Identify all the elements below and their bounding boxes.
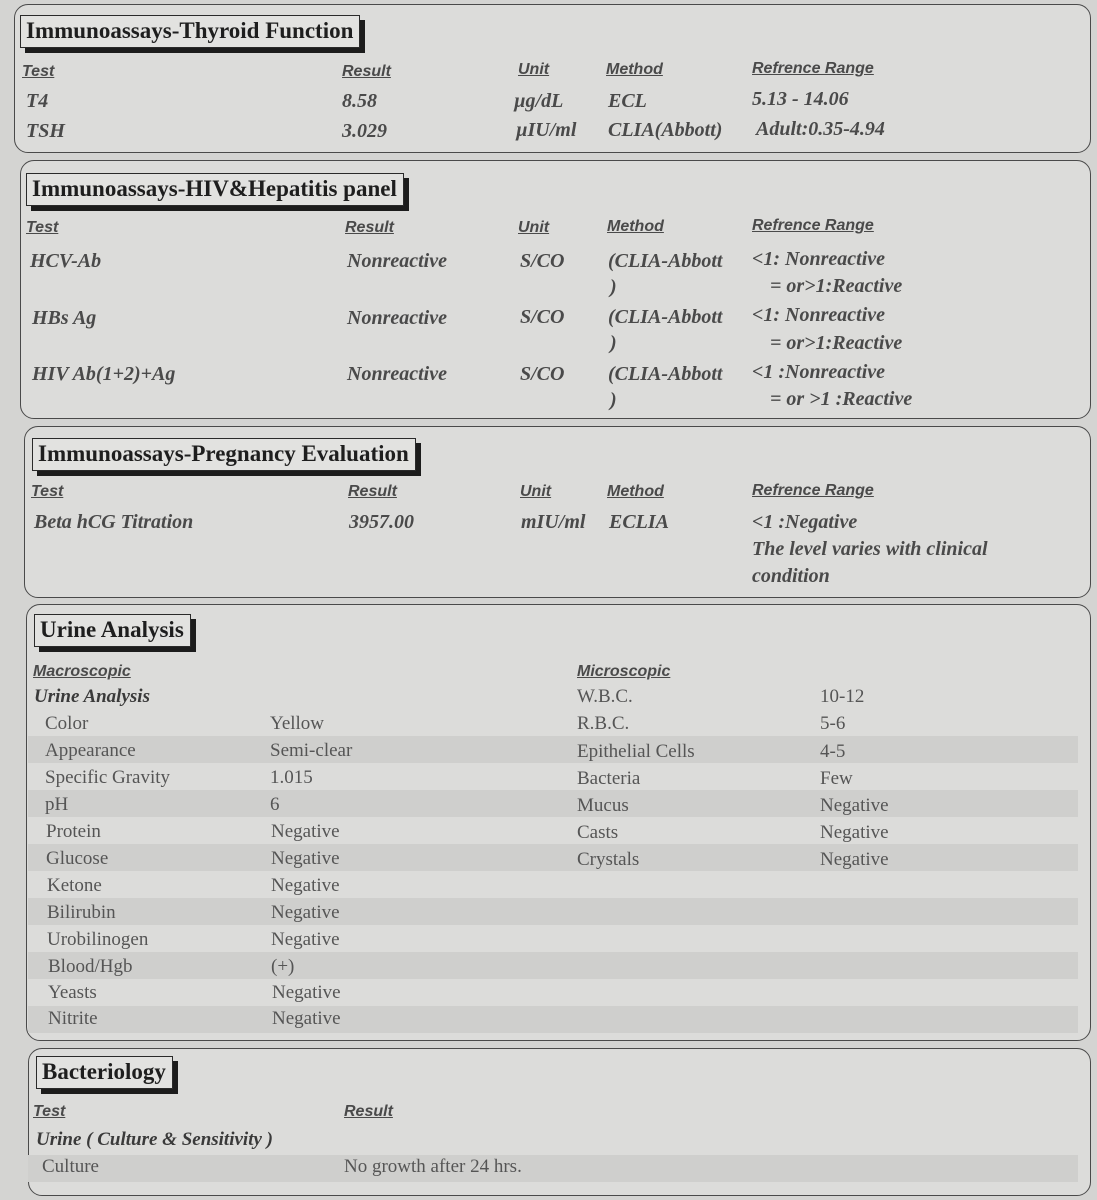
macro-urobilinogen-value: Negative (271, 929, 340, 950)
macro-protein-value: Negative (271, 821, 340, 842)
pregnancy-unit: mIU/ml (521, 511, 586, 533)
thyroid-t4-unit: µg/dL (514, 90, 564, 112)
bacteriology-culture-value: No growth after 24 hrs. (344, 1156, 522, 1177)
thyroid-header-range: Refrence Range (752, 60, 874, 77)
hiv-hivab-result: Nonreactive (347, 363, 447, 385)
hiv-hbs-range: <1: Nonreactive (752, 304, 886, 326)
micro-epithelial-value: 4-5 (820, 741, 846, 762)
micro-wbc-value: 10-12 (820, 686, 865, 707)
micro-bacteria-label: Bacteria (577, 768, 641, 789)
hiv-hivab-method-close: ) (610, 389, 617, 411)
hiv-hivab-unit: S/CO (520, 363, 565, 385)
macro-bilirubin-label: Bilirubin (47, 902, 116, 923)
urine-panel-title: Urine Analysis (34, 614, 191, 647)
hiv-hcv-test: HCV-Ab (30, 250, 102, 272)
hiv-hcv-method: (CLIA-Abbott (608, 250, 723, 272)
hiv-hivab-method: (CLIA-Abbott (608, 363, 723, 385)
macro-color-label: Color (45, 713, 89, 734)
stripe (28, 1006, 1078, 1033)
pregnancy-header-test: Test (31, 483, 64, 500)
hiv-hbs-unit: S/CO (520, 306, 565, 328)
thyroid-header-test: Test (22, 63, 55, 80)
bacteriology-sub-title: Urine ( Culture & Sensitivity ) (36, 1129, 273, 1150)
hiv-header-unit: Unit (518, 219, 550, 236)
urine-macro-header: Macroscopic (33, 663, 131, 680)
micro-rbc-label: R.B.C. (577, 713, 630, 734)
pregnancy-result: 3957.00 (349, 511, 414, 533)
macro-blood-label: Blood/Hgb (48, 956, 133, 977)
macro-ph-value: 6 (270, 794, 280, 815)
micro-bacteria-value: Few (820, 768, 853, 789)
thyroid-t4-test: T4 (26, 90, 49, 112)
micro-mucus-value: Negative (820, 795, 889, 816)
stripe (28, 952, 1078, 979)
hiv-panel-title: Immunoassays-HIV&Hepatitis panel (26, 173, 404, 206)
macro-specific-gravity-label: Specific Gravity (45, 767, 171, 788)
micro-crystals-value: Negative (820, 849, 889, 870)
macro-protein-label: Protein (46, 821, 101, 842)
thyroid-panel-title: Immunoassays-Thyroid Function (20, 15, 360, 48)
hiv-hbs-test: HBs Ag (32, 307, 97, 329)
hiv-hivab-range: <1 :Nonreactive (752, 361, 886, 383)
hiv-hbs-result: Nonreactive (347, 307, 447, 329)
pregnancy-range-3: condition (752, 565, 830, 587)
hiv-header-test: Test (26, 219, 59, 236)
macro-yeasts-value: Negative (272, 982, 341, 1003)
hiv-hcv-range: <1: Nonreactive (752, 248, 886, 270)
macro-ketone-label: Ketone (47, 875, 102, 896)
macro-specific-gravity-value: 1.015 (270, 767, 313, 788)
hiv-hbs-range-2: = or>1:Reactive (770, 332, 903, 354)
micro-rbc-value: 5-6 (820, 713, 846, 734)
thyroid-header-result: Result (342, 63, 391, 80)
bacteriology-header-result: Result (344, 1103, 393, 1120)
pregnancy-range: <1 :Negative (752, 511, 858, 533)
pregnancy-range-2: The level varies with clinical (752, 538, 988, 560)
hiv-header-result: Result (345, 219, 394, 236)
stripe (28, 844, 1078, 871)
pregnancy-header-result: Result (348, 483, 397, 500)
macro-yeasts-label: Yeasts (48, 982, 97, 1003)
stripe (28, 790, 1078, 817)
thyroid-header-unit: Unit (518, 61, 550, 78)
pregnancy-header-method: Method (607, 483, 664, 500)
urine-sub-title: Urine Analysis (34, 686, 150, 707)
thyroid-t4-range: 5.13 - 14.06 (752, 88, 849, 110)
hiv-header-range: Refrence Range (752, 217, 874, 234)
thyroid-tsh-test: TSH (26, 120, 65, 142)
thyroid-header-method: Method (606, 61, 663, 78)
micro-epithelial-label: Epithelial Cells (577, 741, 695, 762)
micro-mucus-label: Mucus (577, 795, 629, 816)
macro-blood-value: (+) (271, 956, 295, 977)
stripe (28, 736, 1078, 763)
macro-nitrite-label: Nitrite (48, 1008, 98, 1029)
stripe (28, 1155, 1078, 1182)
pregnancy-panel-title: Immunoassays-Pregnancy Evaluation (32, 438, 416, 471)
hiv-hcv-unit: S/CO (520, 250, 565, 272)
macro-color-value: Yellow (270, 713, 325, 734)
hiv-hivab-range-2: = or >1 :Reactive (770, 388, 913, 410)
macro-glucose-label: Glucose (46, 848, 109, 869)
hiv-hcv-range-2: = or>1:Reactive (770, 275, 903, 297)
hiv-hbs-method-close: ) (610, 332, 617, 354)
thyroid-tsh-result: 3.029 (342, 120, 387, 142)
macro-nitrite-value: Negative (272, 1008, 341, 1029)
thyroid-tsh-range: Adult:0.35-4.94 (756, 118, 885, 140)
hiv-hcv-result: Nonreactive (347, 250, 447, 272)
micro-casts-label: Casts (577, 822, 619, 843)
micro-crystals-label: Crystals (577, 849, 640, 870)
pregnancy-method: ECLIA (609, 511, 670, 533)
hiv-hbs-method: (CLIA-Abbott (608, 306, 723, 328)
macro-appearance-label: Appearance (45, 740, 136, 761)
macro-urobilinogen-label: Urobilinogen (47, 929, 149, 950)
thyroid-t4-method: ECL (608, 90, 647, 112)
bacteriology-header-test: Test (33, 1103, 66, 1120)
pregnancy-header-unit: Unit (520, 483, 552, 500)
micro-wbc-label: W.B.C. (577, 686, 633, 707)
urine-micro-header: Microscopic (577, 663, 671, 680)
bacteriology-panel-title: Bacteriology (36, 1056, 173, 1089)
bacteriology-culture-label: Culture (42, 1156, 99, 1177)
thyroid-t4-result: 8.58 (342, 90, 377, 112)
pregnancy-header-range: Refrence Range (752, 482, 874, 499)
stripe (28, 898, 1078, 925)
macro-bilirubin-value: Negative (271, 902, 340, 923)
hiv-hcv-method-close: ) (610, 276, 617, 298)
macro-glucose-value: Negative (271, 848, 340, 869)
macro-appearance-value: Semi-clear (270, 740, 353, 761)
macro-ketone-value: Negative (271, 875, 340, 896)
macro-ph-label: pH (45, 794, 69, 815)
thyroid-tsh-method: CLIA(Abbott) (608, 119, 723, 141)
hiv-hivab-test: HIV Ab(1+2)+Ag (32, 363, 176, 385)
pregnancy-test: Beta hCG Titration (34, 511, 194, 533)
thyroid-tsh-unit: µIU/ml (516, 119, 577, 141)
hiv-header-method: Method (607, 218, 664, 235)
micro-casts-value: Negative (820, 822, 889, 843)
